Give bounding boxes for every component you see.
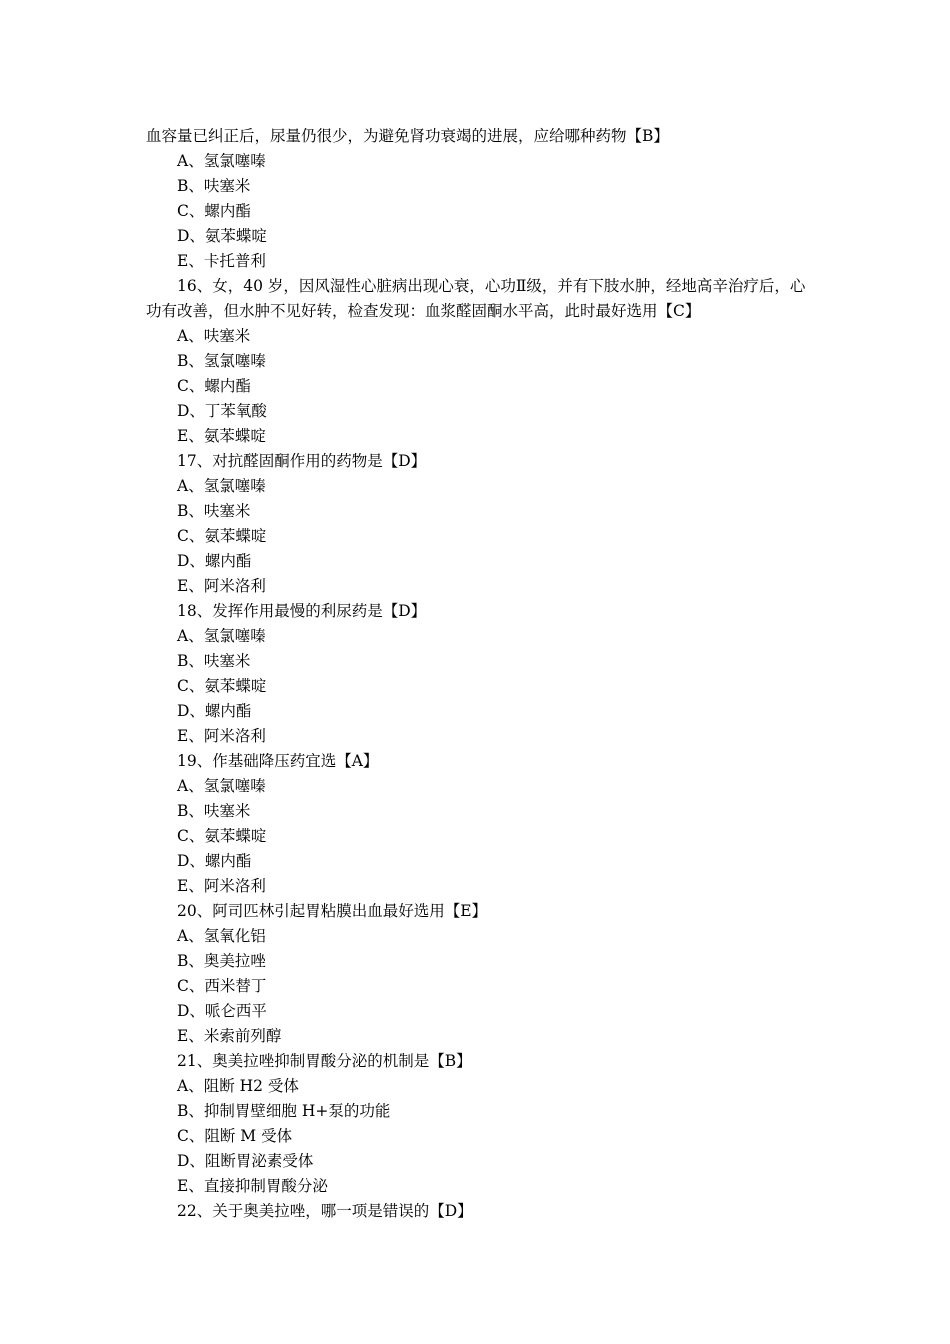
option-b: B、呋塞米 (177, 502, 251, 520)
option-a: A、氢氯噻嗪 (177, 627, 266, 645)
question-17-stem: 17、对抗醛固酮作用的药物是【D】 (177, 452, 427, 470)
option-a: A、氢氯噻嗪 (177, 777, 266, 795)
question-19-stem: 19、作基础降压药宜选【A】 (177, 752, 379, 770)
option-b: B、呋塞米 (177, 802, 251, 820)
question-21-stem: 21、奥美拉唑抑制胃酸分泌的机制是【B】 (177, 1052, 472, 1070)
option-d: D、哌仑西平 (177, 1002, 267, 1020)
option-a: A、阻断 H2 受体 (177, 1077, 299, 1095)
option-d: D、阻断胃泌素受体 (177, 1152, 314, 1170)
option-e: E、阿米洛利 (177, 577, 266, 595)
option-e: E、米索前列醇 (177, 1027, 282, 1045)
question-16-stem-continuation: 功有改善，但水肿不见好转，检查发现：血浆醛固酮水平高，此时最好选用【C】 (146, 302, 701, 320)
option-e: E、氨苯蝶啶 (177, 427, 266, 445)
option-c: C、氨苯蝶啶 (177, 827, 267, 845)
question-20-stem: 20、阿司匹林引起胃粘膜出血最好选用【E】 (177, 902, 488, 920)
option-c: C、螺内酯 (177, 202, 251, 220)
option-d: D、丁苯氧酸 (177, 402, 267, 420)
option-e: E、阿米洛利 (177, 727, 266, 745)
option-b: B、氢氯噻嗪 (177, 352, 266, 370)
option-d: D、螺内酯 (177, 552, 252, 570)
option-c: C、西米替丁 (177, 977, 267, 995)
option-b: B、呋塞米 (177, 652, 251, 670)
option-c: C、阻断 M 受体 (177, 1127, 293, 1145)
option-b: B、抑制胃壁细胞 H+泵的功能 (177, 1102, 391, 1120)
question-18-stem: 18、发挥作用最慢的利尿药是【D】 (177, 602, 427, 620)
option-a: A、氢氧化铝 (177, 927, 266, 945)
option-a: A、氢氯噻嗪 (177, 477, 266, 495)
option-c: C、氨苯蝶啶 (177, 527, 267, 545)
option-c: C、螺内酯 (177, 377, 251, 395)
option-d: D、螺内酯 (177, 852, 252, 870)
question-list (146, 124, 811, 1224)
option-d: D、螺内酯 (177, 702, 252, 720)
option-b: B、呋塞米 (177, 177, 251, 195)
option-d: D、氨苯蝶啶 (177, 227, 267, 245)
option-a: A、呋塞米 (177, 327, 251, 345)
option-c: C、氨苯蝶啶 (177, 677, 267, 695)
option-e: E、直接抑制胃酸分泌 (177, 1177, 328, 1195)
option-a: A、氢氯噻嗪 (177, 152, 266, 170)
option-b: B、奥美拉唑 (177, 952, 266, 970)
option-e: E、卡托普利 (177, 252, 266, 270)
option-e: E、阿米洛利 (177, 877, 266, 895)
question-22-stem: 22、关于奥美拉唑，哪一项是错误的【D】 (177, 1202, 473, 1220)
question-16-stem: 16、女，40 岁，因风湿性心脏病出现心衰，心功Ⅱ级，并有下肢水肿，经地高辛治疗后，心 (177, 277, 806, 295)
question-stem-continuation: 血容量已纠正后，尿量仍很少，为避免肾功衰竭的进展，应给哪种药物【B】 (146, 127, 669, 145)
